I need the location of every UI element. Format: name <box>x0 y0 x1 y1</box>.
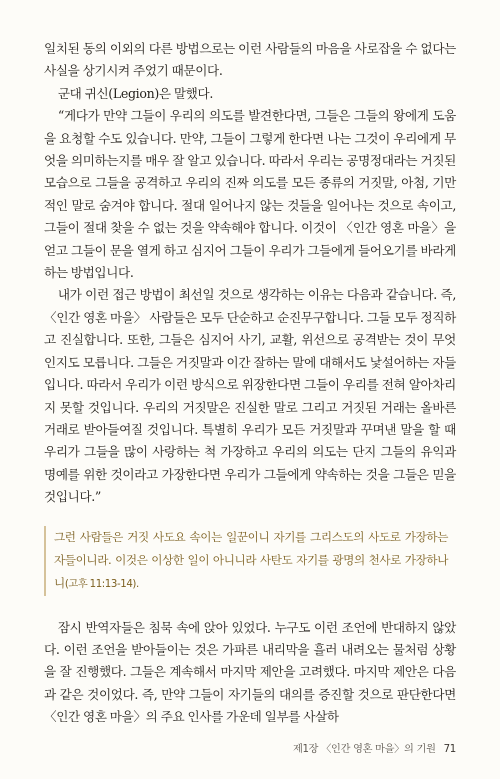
page-number: 71 <box>443 744 456 755</box>
chapter-title: 제1장 〈인간 영혼 마을〉의 기원 <box>292 744 436 755</box>
paragraph-5: 잠시 반역자들은 침묵 속에 앉아 있었다. 누구도 이런 조언에 반대하지 않았다. 이런 조언을 받아들이는 것은 가파른 내리막을 흘러 내려오는 물처럼 상황을 잘 진행했다. 그들은 계속해서 마지막 제안을 고려했다. 마지막 제안은 다음과 같은 것이었다. 즉, 만약 그들이 자기들의 대의를 증진할 것으로 판단한다면 〈인간 영혼 마을〉의 주요 인사를 가운데 일부를 사살하 <box>44 619 456 725</box>
paragraph-2: 군대 귀신(Legion)은 말했다. <box>57 85 213 101</box>
paragraph-1: 일치된 동의 이외의 다른 방법으로는 이런 사람들의 마음을 사로잡을 수 없다는 사실을 상기시켜 주었기 때문이다. <box>44 41 456 79</box>
quote-text: 그런 사람들은 거짓 사도요 속이는 일꾼이니 자기를 그리스도의 사도로 가장하는 자들이니라. 이것은 이상한 일이 아니니라 사탄도 자기를 광명의 천사로 가장하나니 <box>54 529 448 590</box>
paragraph-3: “게다가 만약 그들이 우리의 의도를 발견한다면, 그들은 그들의 왕에게 도움을 요청할 수도 있습니다. 만약, 그들이 그렇게 한다면 나는 그것이 우리에게 무엇을 의미하는지를 매우 잘 알고 있습니다. 따라서 우리는 공명정대라는 거짓된 모습으로 그들을 공격하고 우리의 진짜 의도를 모든 종류의 거짓말, 아첨, 기만적인 말로 숨겨야 합니다. 절대 일어나지 않는 것들을 일어나는 것으로 속이고, 그들이 절대 찾을 수 없는 것을 약속해야 합니다. 이것이 〈인간 영혼 마을〉을 얻고 그들이 문을 열게 하고 심지어 그들이 우리가 그들에게 들어오기를 바라게 하는 방법입니다. <box>44 108 456 281</box>
quote-reference: (고후 11:13-14). <box>64 578 139 590</box>
page-footer <box>0 740 456 755</box>
body-text <box>44 38 456 509</box>
paragraph-4: 내가 이런 접근 방법이 최선일 것으로 생각하는 이유는 다음과 같습니다. 즉, 〈인간 영혼 마을〉 사람들은 모두 단순하고 순진무구합니다. 그들 모두 정직하고 진실합니다. 또한, 그들은 심지어 사기, 교활, 위선으로 공격받는 것이 무엇인지도 모릅니다. 그들은 거짓말과 이간 잘하는 말에 대해서도 낯설어하는 자들입니다. 따라서 우리가 이런 방식으로 위장한다면 그들이 우리를 전혀 알아차리지 못할 것입니다. 우리의 거짓말은 진실한 말로 그리고 거짓된 거래는 올바른 거래로 받아들여질 것입니다. 특별히 우리가 모든 거짓말과 꾸며낸 말을 할 때 우리가 그들을 많이 사랑하는 척 가장하고 우리의 의도는 단지 그들의 유익과 명예를 위한 것이라고 가장한다면 우리가 그들에게 약속하는 것을 그들은 믿을 것입니다.” <box>44 287 456 505</box>
scripture-quote <box>44 526 456 596</box>
